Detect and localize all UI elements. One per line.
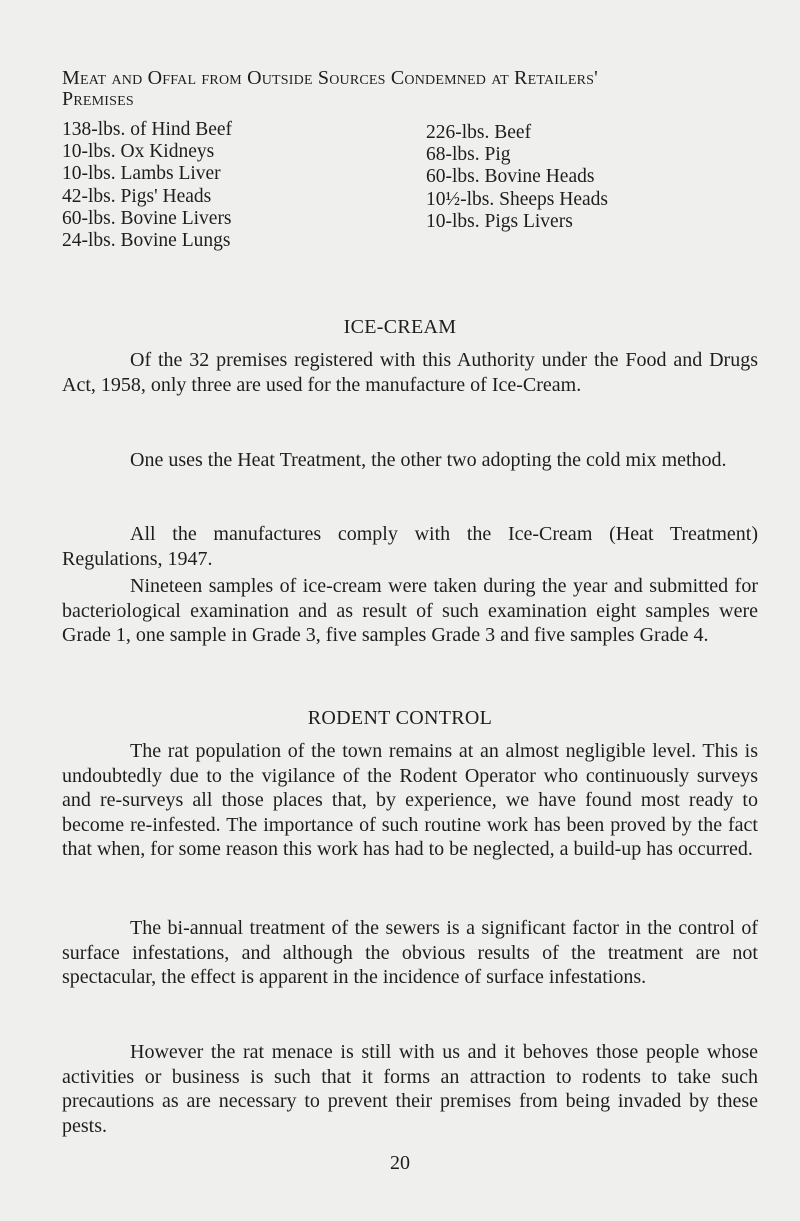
meat-heading-line-2: Premises [62, 88, 134, 110]
condemned-item: 60-lbs. Bovine Livers [62, 207, 232, 229]
condemned-item: 10-lbs. Ox Kidneys [62, 141, 215, 163]
page-number: 20 [390, 1152, 410, 1174]
condemned-item: 60-lbs. Bovine Heads [426, 166, 595, 188]
condemned-item: 68-lbs. Pig [426, 144, 511, 166]
ice-cream-paragraph: Nineteen samples of ice-cream were taken during the year and submitted for bacteriological examination and as result of such examination eight samples were Grade 1, one sample in Grade 3, five samples Grade 3 and five samples Grade 4. [62, 575, 758, 646]
condemned-items-right-column [426, 122, 746, 233]
rodent-control-heading: RODENT CONTROL [307, 707, 493, 729]
ice-cream-paragraph: Of the 32 premises registered with this Authority under the Food and Drugs Act, 1958, only three are used for the manufacture of Ice-Cream. [62, 349, 758, 396]
ice-cream-heading: ICE-CREAM [343, 316, 457, 338]
rodent-control-paragraph: The bi-annual treatment of the sewers is a significant factor in the control of surface infestations, and although the obvious results of the treatment are not spectacular, the effect is apparent in the incidence of surface infestations. [62, 917, 758, 988]
meat-heading-line-1: Meat and Offal from Outside Sources Condemned at Retailers' [62, 67, 598, 89]
rodent-control-paragraph: The rat population of the town remains at an almost negligible level. This is undoubtedly due to the vigilance of the Rodent Operator who continuously surveys and re-surveys all those places that, by experience, we have found most ready to become re-infested. The importance of such routine work has been proved by the fact that when, for some reason this work has had to be neglected, a build-up has occurred. [62, 740, 758, 860]
condemned-item: 10½-lbs. Sheeps Heads [426, 188, 608, 210]
condemned-item: 138-lbs. of Hind Beef [62, 119, 233, 140]
rodent-control-paragraph: However the rat menace is still with us and it behoves those people whose activities or business is such that it forms an attraction to rodents to take such precautions as are necessary to prevent their premises from being invaded by these pests. [62, 1041, 758, 1137]
ice-cream-paragraph: All the manufactures comply with the Ice-Cream (Heat Treatment) Regulations, 1947. [62, 523, 758, 570]
condemned-items-left-column [62, 119, 362, 252]
condemned-item: 226-lbs. Beef [426, 122, 532, 143]
condemned-item: 24-lbs. Bovine Lungs [62, 230, 231, 252]
condemned-item: 42-lbs. Pigs' Heads [62, 185, 212, 207]
condemned-item: 10-lbs. Lambs Liver [62, 163, 221, 185]
meat-offal-heading [62, 68, 762, 110]
condemned-item: 10-lbs. Pigs Livers [426, 210, 573, 232]
ice-cream-paragraph: One uses the Heat Treatment, the other two adopting the cold mix method. [130, 449, 727, 471]
